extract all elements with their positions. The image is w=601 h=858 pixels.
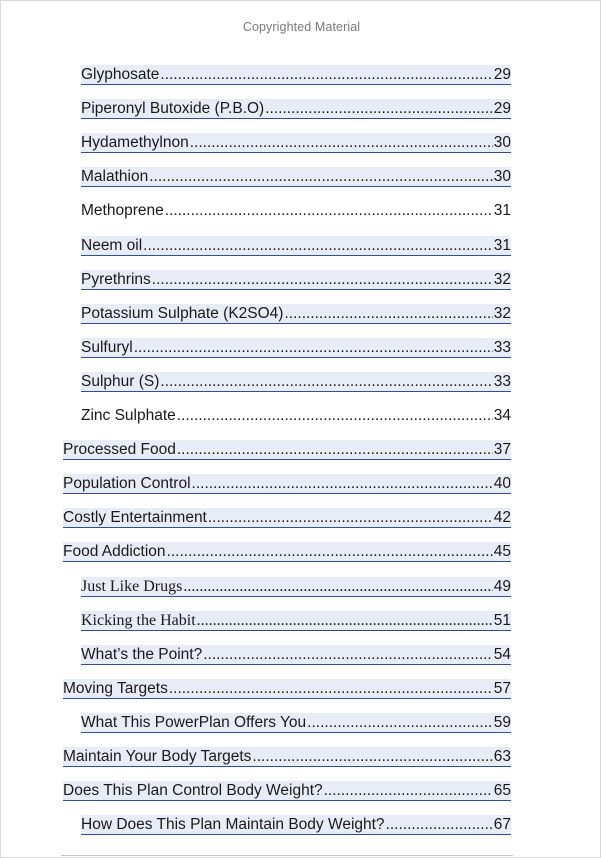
toc-entry-title: Costly Entertainment xyxy=(63,509,207,526)
toc-entry-page-number: 33 xyxy=(493,373,511,390)
toc-entry-page-number: 29 xyxy=(493,66,511,83)
toc-entry[interactable] xyxy=(63,508,511,528)
toc-entry[interactable] xyxy=(81,338,511,358)
toc-dot-leader xyxy=(183,578,492,596)
toc-entry-page-number: 32 xyxy=(493,271,511,288)
toc-entry[interactable] xyxy=(81,611,511,631)
toc-dot-leader xyxy=(134,339,493,357)
toc-entry-title: What This PowerPlan Offers You xyxy=(81,714,307,731)
toc-entry-page-number: 30 xyxy=(493,134,511,151)
toc-entry-title: Potassium Sulphate (K2SO4) xyxy=(81,305,284,322)
toc-dot-leader xyxy=(197,612,493,630)
toc-entry-title: Piperonyl Butoxide (P.B.O) xyxy=(81,100,265,117)
toc-entry-title: Malathion xyxy=(81,168,149,185)
toc-dot-leader xyxy=(307,714,493,732)
toc-dot-leader xyxy=(160,66,492,84)
toc-entry-page-number: 40 xyxy=(493,475,511,492)
toc-dot-leader xyxy=(386,816,493,834)
toc-dot-leader xyxy=(252,748,492,766)
page-bottom-rule xyxy=(61,855,513,856)
toc-dot-leader xyxy=(265,100,493,118)
toc-entry-page-number: 65 xyxy=(493,782,511,799)
copyright-notice: Copyrighted Material xyxy=(242,20,361,34)
toc-entry-page-number: 33 xyxy=(493,339,511,356)
toc-entry[interactable] xyxy=(63,474,511,494)
toc-entry-page-number: 63 xyxy=(493,748,511,765)
toc-dot-leader xyxy=(177,441,493,459)
toc-dot-leader xyxy=(177,407,493,425)
toc-entry-page-number: 42 xyxy=(493,509,511,526)
toc-entry-title: Hydamethylnon xyxy=(81,134,189,151)
toc-entry-title: Just Like Drugs xyxy=(81,578,183,595)
toc-entry-page-number: 31 xyxy=(493,237,511,254)
toc-entry-title: Moving Targets xyxy=(63,680,168,697)
toc-entry-title: How Does This Plan Maintain Body Weight? xyxy=(81,816,385,833)
toc-entry[interactable] xyxy=(81,270,511,290)
toc-dot-leader xyxy=(169,680,493,698)
toc-entry[interactable] xyxy=(63,781,511,801)
toc-dot-leader xyxy=(152,271,493,289)
toc-entry-title: Glyphosate xyxy=(81,66,160,83)
toc-entry-page-number: 67 xyxy=(493,816,511,833)
toc-entry-title: Sulphur (S) xyxy=(81,373,160,390)
toc-entry-title: Pyrethrins xyxy=(81,271,151,288)
toc-entry-page-number: 30 xyxy=(493,168,511,185)
toc-entry[interactable] xyxy=(81,713,511,733)
toc-entry[interactable] xyxy=(81,65,511,85)
toc-dot-leader xyxy=(192,475,493,493)
toc-entry-title: Maintain Your Body Targets xyxy=(63,748,252,765)
toc-entry-page-number: 57 xyxy=(493,680,511,697)
toc-entry[interactable] xyxy=(81,645,511,665)
toc-dot-leader xyxy=(324,782,493,800)
toc-entry-page-number: 29 xyxy=(493,100,511,117)
toc-entry[interactable] xyxy=(81,815,511,835)
toc-entry-page-number: 45 xyxy=(493,543,511,560)
toc-dot-leader xyxy=(203,646,493,664)
toc-entry-title: Population Control xyxy=(63,475,191,492)
toc-dot-leader xyxy=(143,237,493,255)
toc-entry-title: What’s the Point? xyxy=(81,646,203,663)
toc-entry[interactable] xyxy=(81,99,511,119)
toc-entry-page-number: 59 xyxy=(493,714,511,731)
toc-entry[interactable] xyxy=(81,304,511,324)
toc-dot-leader xyxy=(208,509,493,527)
toc-entry[interactable] xyxy=(63,747,511,767)
toc-entry xyxy=(81,406,511,425)
toc-entry-title: Does This Plan Control Body Weight? xyxy=(63,782,323,799)
toc-entry-title: Sulfuryl xyxy=(81,339,133,356)
toc-entry[interactable] xyxy=(63,542,511,562)
toc-entry-title: Neem oil xyxy=(81,237,143,254)
toc-entry-page-number: 37 xyxy=(493,441,511,458)
toc-entry-title: Food Addiction xyxy=(63,543,166,560)
toc-entry[interactable] xyxy=(63,440,511,460)
toc-entry-title: Processed Food xyxy=(63,441,176,458)
toc-entry[interactable] xyxy=(81,577,511,597)
toc-entry[interactable] xyxy=(63,679,511,699)
toc-entry-page-number: 49 xyxy=(493,578,511,595)
toc-entry[interactable] xyxy=(81,236,511,256)
toc-dot-leader xyxy=(284,305,492,323)
toc-entry[interactable] xyxy=(81,167,511,187)
toc-entry-page-number: 31 xyxy=(493,202,511,219)
toc-dot-leader xyxy=(149,168,493,186)
toc-entry-page-number: 54 xyxy=(493,646,511,663)
toc-entry[interactable] xyxy=(81,372,511,392)
toc-entry-title: Kicking the Habit xyxy=(81,612,196,629)
toc-entry xyxy=(81,201,511,220)
toc-entry-page-number: 32 xyxy=(493,305,511,322)
toc-entry-title: Zinc Sulphate xyxy=(81,407,176,424)
toc-entry-page-number: 51 xyxy=(493,612,511,629)
toc-dot-leader xyxy=(165,202,493,220)
toc-entry-title: Methoprene xyxy=(81,202,164,219)
toc-dot-leader xyxy=(160,373,492,391)
toc-entry[interactable] xyxy=(81,133,511,153)
toc-dot-leader xyxy=(167,543,493,561)
toc-entry-page-number: 34 xyxy=(493,407,511,424)
toc-dot-leader xyxy=(190,134,493,152)
